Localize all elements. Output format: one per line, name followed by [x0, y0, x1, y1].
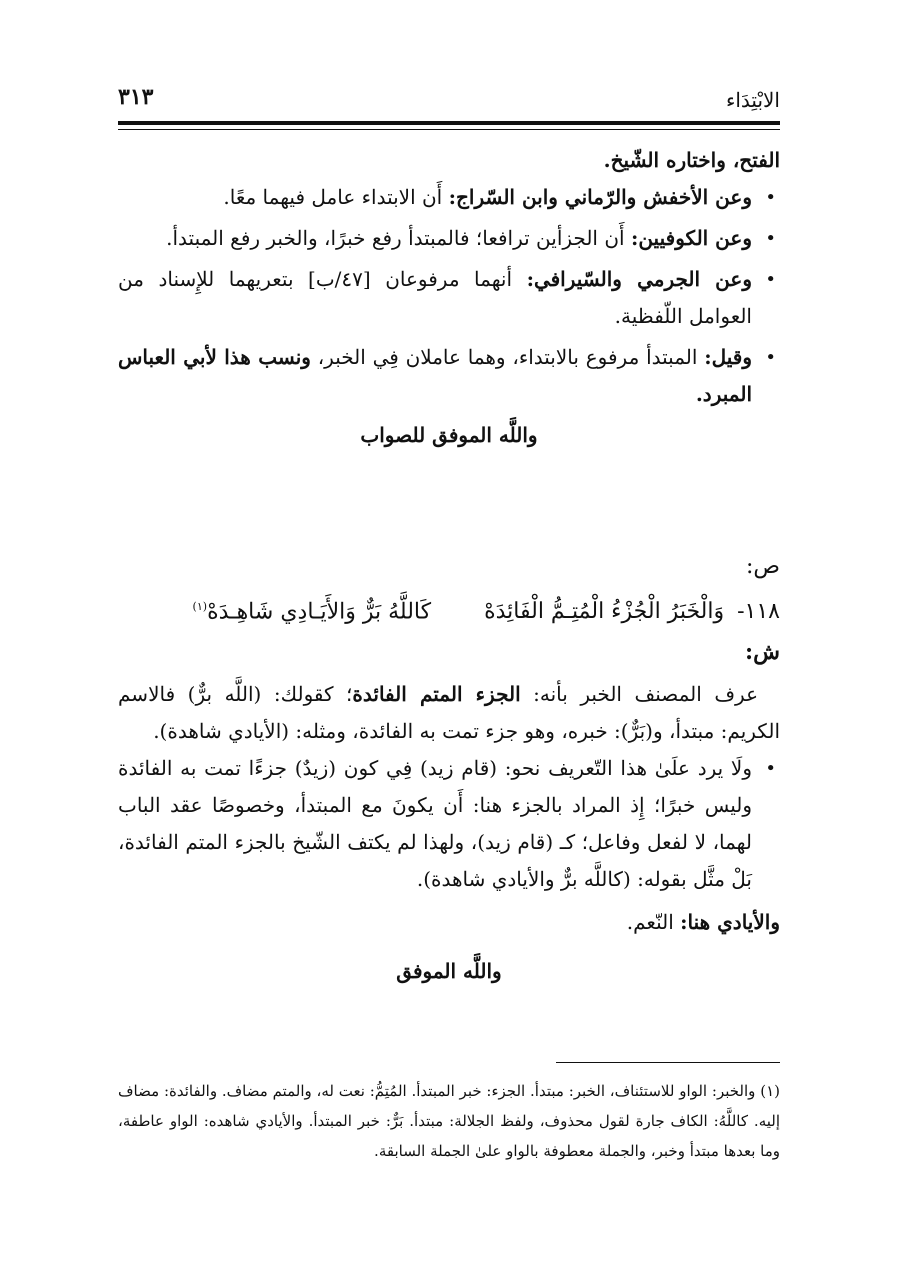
text-marker: ص: — [745, 554, 780, 579]
bullet-icon: • — [765, 347, 776, 368]
opinion-text: أنهما مرفوعان [٤٧/ب] بتعريهما للإِسناد من العوامل اللّفظية. — [118, 267, 752, 328]
meaning-note: والأيادي هنا: النّعم. — [626, 910, 780, 934]
section-title: الابْتِدَاء — [725, 88, 780, 112]
opinion-source: وعن الجرمي والسّيرافي: — [526, 267, 752, 291]
header-rule-thick — [118, 121, 780, 125]
footnote-number: (١) — [760, 1082, 780, 1100]
verse-hemistich-2: كَاللَّهُ بَرٌّ وَالأَيَـادِي شَاهِـدَهْ — [207, 599, 432, 625]
opinions-list — [118, 179, 780, 413]
verse-number: ١١٨- — [737, 599, 780, 625]
bullet-icon: • — [765, 269, 776, 290]
opinion-text: المبتدأ مرفوع بالابتداء، وهما عاملان فِي الخبر، — [310, 345, 705, 369]
verse-hemistich-1: وَالْخَبَرُ الْجُزْءُ الْمُتِـمُّ الْفَائِدَهْ — [484, 599, 725, 625]
list-item — [118, 750, 780, 898]
footnote-text: والخبر: الواو للاستئناف، الخبر: مبتدأ. الجزء: خبر المبتدأ. المُتِمُّ: نعت له، والمتم مضاف. والفائدة: مضاف إليه. كاللَّهُ: الكاف جارة لقول محذوف، ولفظ الجلالة: مبتدأ. بَرٌّ: خبر المبتدأ. والأيادي شاهده: الواو عاطفة، وما بعدها مبتدأ وخبر، والجملة معطوفة بالواو علىٰ الجملة السابقة. — [118, 1082, 780, 1160]
footnote — [118, 1076, 780, 1166]
closing-phrase: واللَّه الموفق للصواب — [360, 423, 538, 447]
footnote-ref: (١) — [192, 600, 208, 613]
top-section — [118, 142, 780, 454]
bullet-icon: • — [765, 228, 776, 249]
list-item — [118, 179, 780, 216]
closing-phrase: واللَّه الموفق — [396, 959, 502, 983]
opinion-attribution: ونسب هذا لأبي العباس المبرد. — [118, 345, 752, 406]
commentary-section — [118, 676, 780, 990]
opinion-source: وعن الأخفش والرّماني وابن السّراج: — [448, 185, 752, 209]
bullet-icon: • — [765, 187, 776, 208]
page-number: ٣١٣ — [118, 84, 154, 110]
opinion-source: وقيل: — [704, 345, 752, 369]
commentary-paragraph: عرف المصنف الخبر بأنه: الجزء المتم الفائدة؛ كقولك: (اللَّه برٌّ) فالاسم الكريم: مبتدأ، و(بَرٌّ): خبره، وهو جزء تمت به الفائدة، ومثله: (الأيادي شاهدة). — [118, 682, 780, 743]
list-item — [118, 220, 780, 257]
commentary-bullet-text: ولَا يرد علَىٰ هذا التّعريف نحو: (قام زيد) فِي كون (زيدٌ) جزءًا تمت به الفائدة وليس خبرًا؛ إِذ المراد بالجزء هنا: أَن يكونَ مع المبتدأ، وخصوصًا عقد الباب لهما، لا لفعل وفاعل؛ كـ (قام زيد)، ولهذا لم يكتف الشّيخ بالجزء المتم الفائدة، بَلْ مثَّل بقوله: (كاللَّه برٌّ والأيادي شاهدة). — [118, 756, 752, 891]
commentary-marker: ش: — [745, 639, 780, 665]
list-item — [118, 261, 780, 335]
bullet-icon: • — [765, 758, 776, 779]
footnote-rule — [556, 1062, 780, 1063]
opinion-text: أَن الابتداء عامل فيهما معًا. — [223, 185, 449, 209]
opinion-text: أَن الجزأين ترافعا؛ فالمبتدأ رفع خبرًا، والخبر رفع المبتدأ. — [166, 226, 631, 250]
header-rule-thin — [118, 129, 780, 130]
opinion-source: وعن الكوفيين: — [630, 226, 752, 250]
list-item — [118, 339, 780, 413]
commentary-list — [118, 750, 780, 898]
page-header — [118, 84, 780, 116]
continued-line: الفتح، واختاره الشّيخ. — [603, 148, 780, 172]
verse-line — [118, 590, 780, 629]
